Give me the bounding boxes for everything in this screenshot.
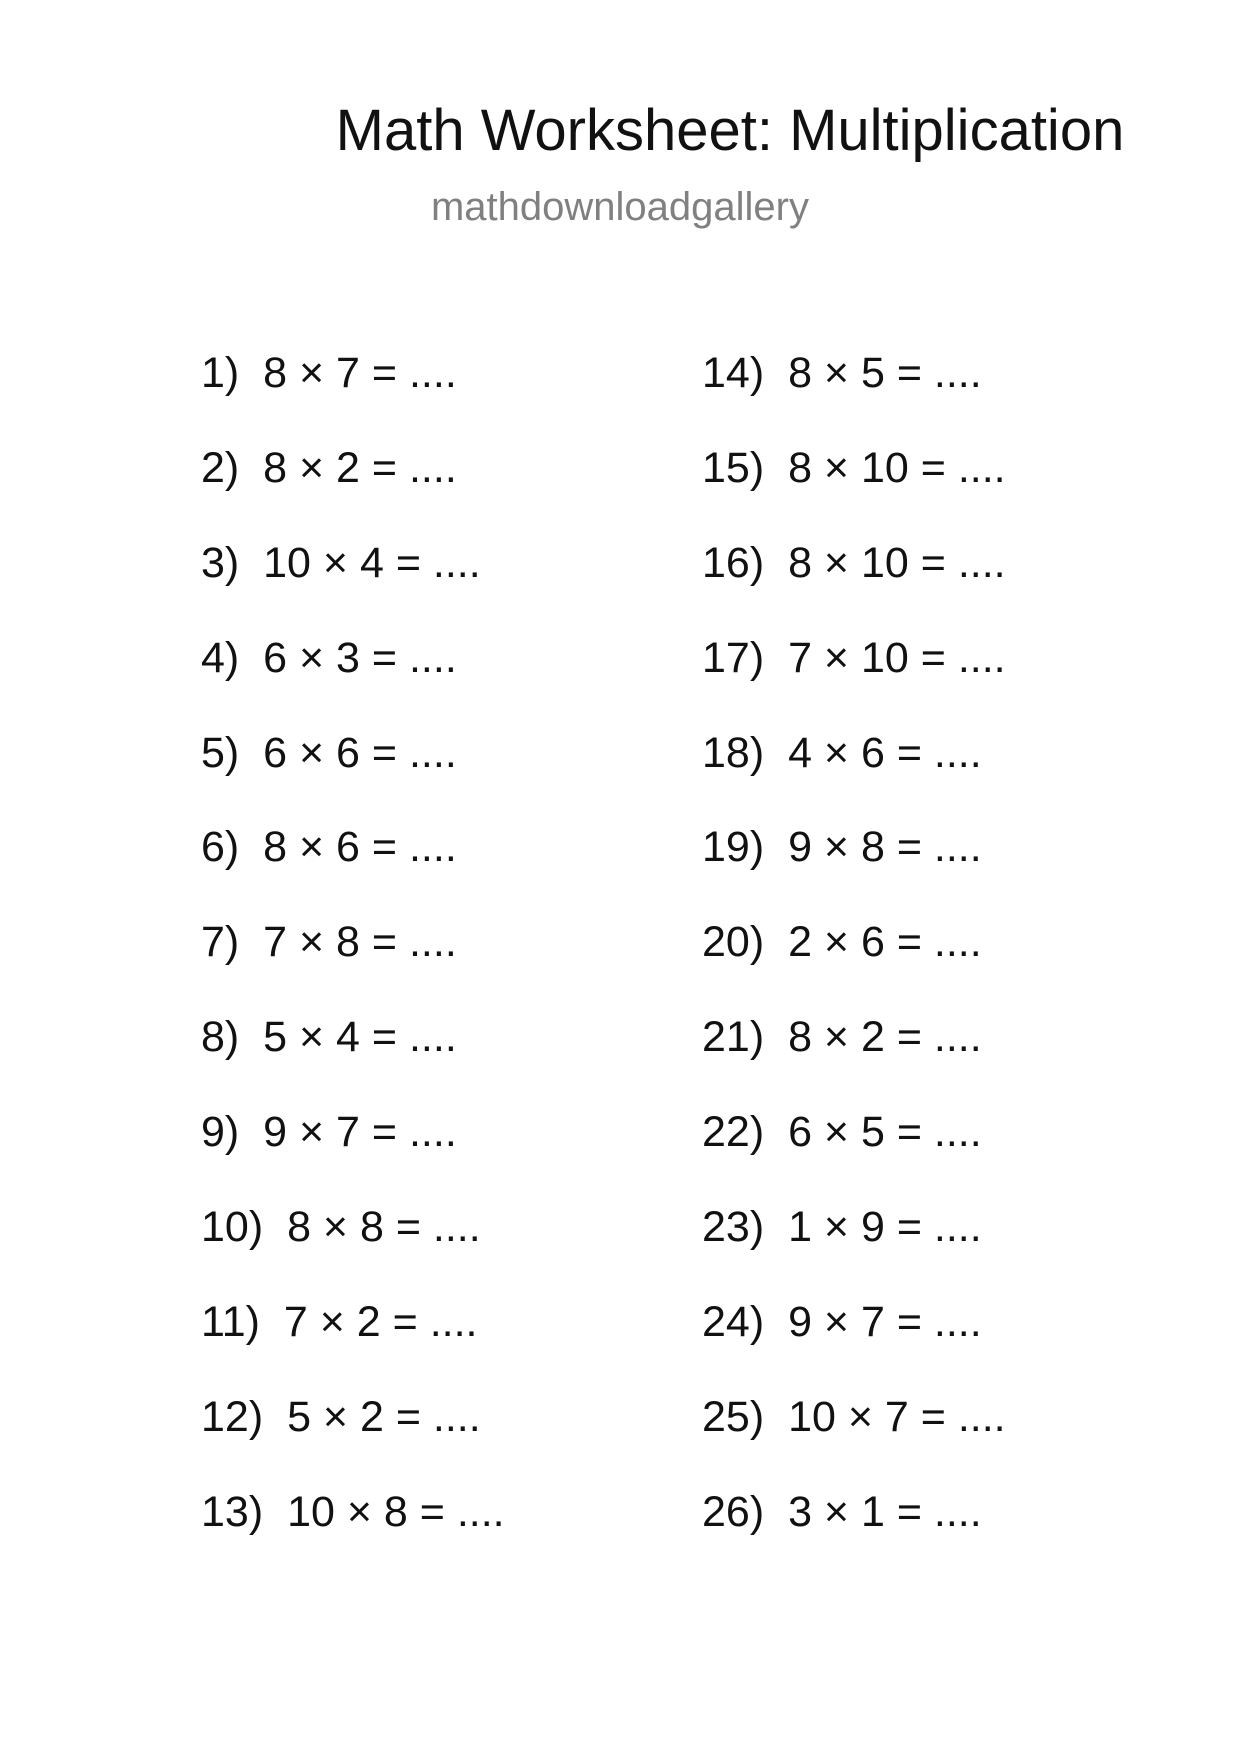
- problem-expression: 9 × 8 = ....: [788, 823, 982, 872]
- problem-column-right: [702, 343, 1142, 1577]
- problem-item: [702, 1387, 1142, 1482]
- problem-item: [201, 533, 641, 628]
- problem-expression: 8 × 5 = ....: [788, 349, 982, 397]
- problem-number: 22): [702, 1108, 765, 1157]
- problem-item: [201, 1102, 641, 1197]
- problem-expression: 1 × 9 = ....: [788, 1203, 982, 1252]
- problem-number: 8): [201, 1013, 240, 1062]
- problem-number: 1): [201, 349, 240, 397]
- problem-expression: 6 × 5 = ....: [788, 1108, 982, 1157]
- problem-expression: 8 × 8 = ....: [287, 1203, 481, 1252]
- problem-item: [201, 1197, 641, 1292]
- problem-number: 9): [201, 1108, 240, 1157]
- problem-item: [201, 817, 641, 912]
- problem-item: [702, 343, 1142, 438]
- problem-item: [702, 912, 1142, 1007]
- problem-item: [201, 343, 641, 438]
- problem-expression: 10 × 8 = ....: [287, 1487, 505, 1536]
- problem-number: 4): [201, 633, 240, 682]
- problem-number: 25): [702, 1392, 765, 1441]
- problem-item: [702, 723, 1142, 818]
- problem-number: 20): [702, 918, 765, 967]
- problem-expression: 8 × 2 = ....: [263, 443, 457, 492]
- problem-item: [702, 1482, 1142, 1577]
- problem-number: 10): [201, 1203, 264, 1252]
- problem-number: 5): [201, 728, 240, 777]
- problem-number: 21): [702, 1013, 765, 1062]
- problem-expression: 8 × 7 = ....: [263, 349, 457, 397]
- problem-expression: 4 × 6 = ....: [788, 728, 982, 777]
- problem-number: 14): [702, 349, 765, 397]
- problem-item: [702, 1102, 1142, 1197]
- problem-expression: 8 × 6 = ....: [263, 823, 457, 872]
- problem-expression: 3 × 1 = ....: [788, 1487, 982, 1536]
- problem-expression: 7 × 8 = ....: [263, 918, 457, 967]
- page-subtitle: mathdownloadgallery: [430, 185, 809, 229]
- problem-item: [702, 1197, 1142, 1292]
- problem-number: 6): [201, 823, 240, 872]
- problem-number: 3): [201, 538, 240, 587]
- problem-number: 11): [201, 1297, 260, 1346]
- problem-expression: 9 × 7 = ....: [788, 1297, 982, 1346]
- problem-item: [201, 912, 641, 1007]
- problem-number: 18): [702, 728, 765, 777]
- problem-number: 16): [702, 538, 765, 587]
- problem-item: [201, 723, 641, 818]
- problem-expression: 2 × 6 = ....: [788, 918, 982, 967]
- problem-item: [702, 1007, 1142, 1102]
- problem-number: 7): [201, 918, 240, 967]
- problem-number: 23): [702, 1203, 765, 1252]
- problem-number: 2): [201, 443, 240, 492]
- problem-expression: 6 × 6 = ....: [263, 728, 457, 777]
- page-title: Math Worksheet: Multiplication: [335, 98, 1125, 163]
- problem-item: [201, 1482, 641, 1577]
- problem-expression: 8 × 2 = ....: [788, 1013, 982, 1062]
- problem-expression: 5 × 4 = ....: [263, 1013, 457, 1062]
- problem-item: [201, 628, 641, 723]
- problem-column-left: [201, 343, 641, 1577]
- problem-number: 13): [201, 1487, 264, 1536]
- problem-expression: 5 × 2 = ....: [287, 1392, 481, 1441]
- problem-number: 19): [702, 823, 765, 872]
- problem-expression: 10 × 7 = ....: [788, 1392, 1006, 1441]
- problem-item: [702, 817, 1142, 912]
- problem-expression: 8 × 10 = ....: [788, 443, 1006, 492]
- problem-expression: 9 × 7 = ....: [263, 1108, 457, 1157]
- problem-item: [201, 438, 641, 533]
- problem-item: [702, 438, 1142, 533]
- problem-expression: 10 × 4 = ....: [263, 538, 481, 587]
- problem-item: [201, 1007, 641, 1102]
- problem-item: [702, 533, 1142, 628]
- problem-expression: 6 × 3 = ....: [263, 633, 457, 682]
- problem-number: 17): [702, 633, 765, 682]
- problem-item: [201, 1387, 641, 1482]
- problem-number: 15): [702, 443, 765, 492]
- problem-item: [702, 1292, 1142, 1387]
- problem-number: 24): [702, 1297, 765, 1346]
- problem-expression: 8 × 10 = ....: [788, 538, 1006, 587]
- problem-item: [702, 628, 1142, 723]
- problem-expression: 7 × 10 = ....: [788, 633, 1006, 682]
- problem-number: 26): [702, 1487, 765, 1536]
- problem-number: 12): [201, 1392, 264, 1441]
- problem-item: [201, 1292, 641, 1387]
- problem-expression: 7 × 2 = ....: [283, 1297, 478, 1346]
